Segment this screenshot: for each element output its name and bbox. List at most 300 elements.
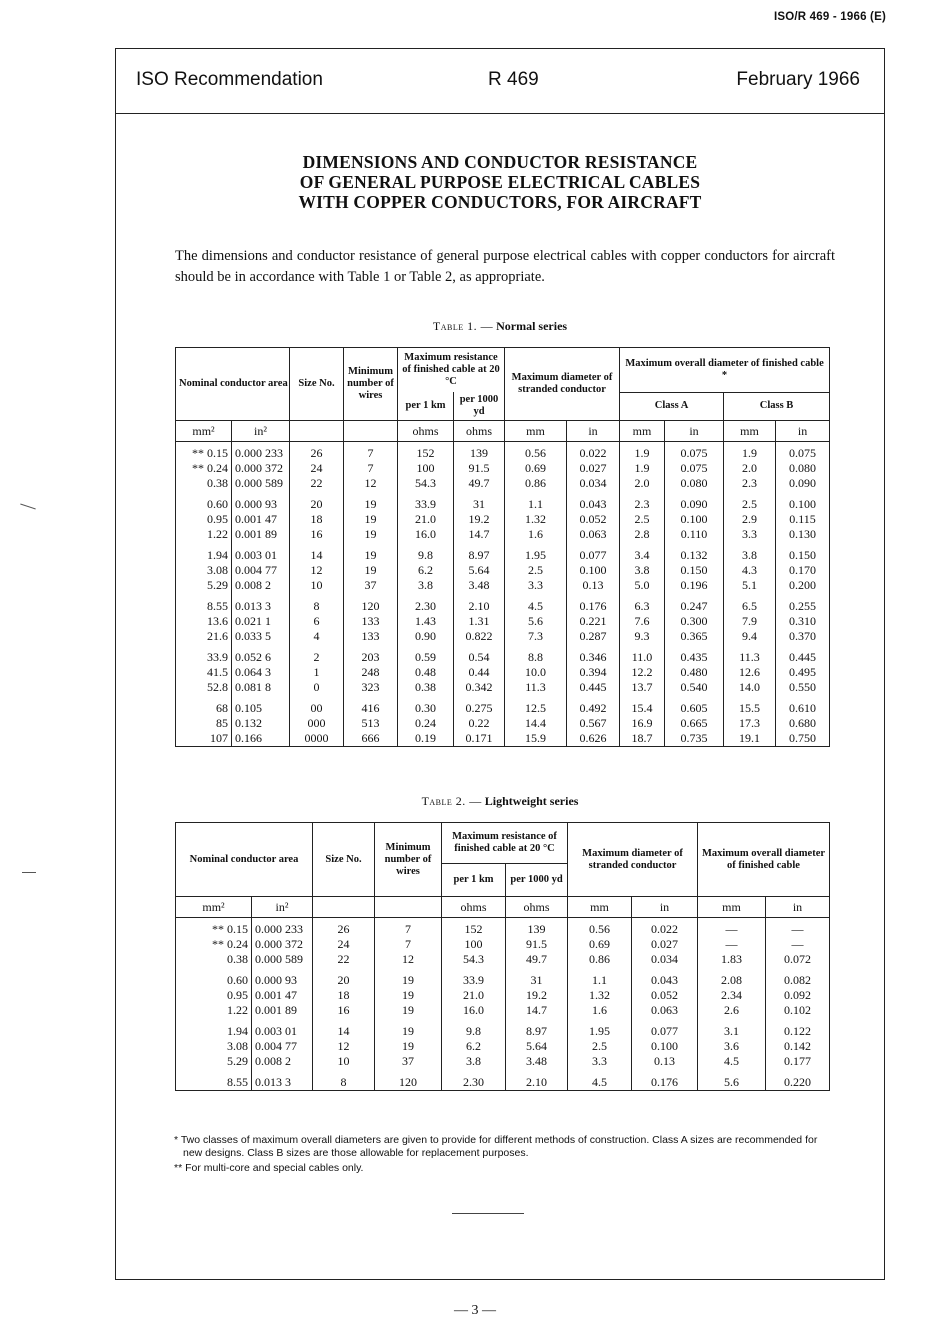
t1-cell: 0.365	[665, 629, 724, 644]
t2-cell: 0.95	[227, 988, 248, 1002]
t1-cell: 0.346	[567, 644, 620, 665]
t2-h-nominal: Nominal conductor area	[189, 853, 299, 865]
t1-cell: 19.2	[454, 512, 505, 527]
t1-cell: 0.176	[567, 593, 620, 614]
t1-cell: 0.255	[776, 593, 830, 614]
t1-cell: 8.55	[207, 599, 228, 613]
t2-cell: 0.000 589	[252, 952, 313, 967]
t2-cell: 7	[375, 918, 442, 938]
t1-cell: 0.132	[665, 542, 724, 563]
t1-row	[176, 716, 830, 731]
t1-cell: 91.5	[454, 461, 505, 476]
t1-cell: 0.196	[665, 578, 724, 593]
t1-cell: 0.492	[567, 695, 620, 716]
t1-cell: 0.105	[232, 695, 290, 716]
t1-cell: 0.287	[567, 629, 620, 644]
t2-cell: —	[698, 937, 766, 952]
t2-cell: 24	[313, 937, 375, 952]
t1-cell: 1.1	[505, 491, 567, 512]
t1-cell: 0.075	[776, 442, 830, 462]
t1-cell: 0.003 01	[232, 542, 290, 563]
t1-cell: 12.6	[724, 665, 776, 680]
t2-cell: 8.97	[506, 1018, 568, 1039]
t2-cell: 0.052	[632, 988, 698, 1003]
t1-cell: 49.7	[454, 476, 505, 491]
t2-cell: 1.6	[568, 1003, 632, 1018]
t2-cell: 5.6	[698, 1069, 766, 1091]
t2-cell: 19	[375, 1018, 442, 1039]
t1-cell: 0.132	[232, 716, 290, 731]
t2-cell: 0.043	[632, 967, 698, 988]
title-line: OF GENERAL PURPOSE ELECTRICAL CABLES	[299, 172, 701, 192]
table2-caption-title: Lightweight series	[484, 794, 579, 808]
t1-cell: 416	[344, 695, 398, 716]
t1-cell: 11.3	[505, 680, 567, 695]
t2-unit: ohms	[442, 897, 506, 918]
t1-cell: 33.9	[207, 650, 228, 664]
t2-unit-empty	[313, 897, 375, 918]
t2-cell: 4.5	[698, 1054, 766, 1069]
table1-caption-title: Normal series	[496, 319, 568, 333]
t1-cell: 5.6	[505, 614, 567, 629]
t2-cell: 100	[442, 937, 506, 952]
t2-row	[176, 1054, 830, 1069]
t1-cell: 248	[344, 665, 398, 680]
t1-cell: 19	[344, 542, 398, 563]
t2-cell: —	[766, 937, 830, 952]
t2-cell: 54.3	[442, 952, 506, 967]
t2-cell: 3.48	[506, 1054, 568, 1069]
t1-cell: 14	[290, 542, 344, 563]
t1-cell: 26	[290, 442, 344, 462]
t2-cell: 14.7	[506, 1003, 568, 1018]
t2-h-resistance: Maximum resistance of finished cable at 20 °C	[442, 823, 568, 864]
t1-cell: 0.000 589	[232, 476, 290, 491]
t2-cell: 20	[313, 967, 375, 988]
t2-cell: 0.56	[568, 918, 632, 938]
t1-cell: 0.008 2	[232, 578, 290, 593]
t2-row	[176, 1003, 830, 1018]
t1-cell: 0.22	[454, 716, 505, 731]
t1-cell: 0.310	[776, 614, 830, 629]
t2-cell: 139	[506, 918, 568, 938]
t1-cell: 0.052 6	[232, 644, 290, 665]
footnote: ** For multi-core and special cables only.	[174, 1162, 364, 1174]
intro-paragraph: The dimensions and conductor resistance of general purpose electrical cables with copper conductors for aircraft should be in accordance with Table 1 or Table 2, as appropriate.	[175, 248, 835, 285]
t1-cell: 0.001 89	[232, 527, 290, 542]
table2-body	[176, 918, 830, 1091]
t2-row	[176, 1039, 830, 1054]
table2-caption	[116, 794, 884, 809]
t1-cell: 0.110	[665, 527, 724, 542]
t1-cell: 0.221	[567, 614, 620, 629]
t1-cell: 0.033 5	[232, 629, 290, 644]
t1-cell: 0.540	[665, 680, 724, 695]
t2-unit: in	[632, 897, 698, 918]
t1-cell: 2.0	[724, 461, 776, 476]
t1-cell: 9.8	[398, 542, 454, 563]
t1-cell: 4.3	[724, 563, 776, 578]
t1-cell: 16.0	[398, 527, 454, 542]
t1-cell: 0.063	[567, 527, 620, 542]
t1-cell: 5.64	[454, 563, 505, 578]
t1-cell: 1.9	[620, 442, 665, 462]
t1-cell: 13.6	[207, 614, 228, 628]
t1-cell: 0.027	[567, 461, 620, 476]
t1-unit: mm	[620, 421, 665, 442]
t1-cell: 0.445	[776, 644, 830, 665]
t2-cell: 4.5	[568, 1069, 632, 1091]
t1-cell: 203	[344, 644, 398, 665]
scan-mark	[20, 504, 36, 510]
t1-cell: 1	[290, 665, 344, 680]
t1-cell: 7	[344, 461, 398, 476]
t1-cell: 3.8	[724, 542, 776, 563]
t1-cell: 0.013 3	[232, 593, 290, 614]
t1-cell: 1.9	[620, 461, 665, 476]
t1-cell: 3.4	[620, 542, 665, 563]
t1-cell: 0.30	[398, 695, 454, 716]
t1-row	[176, 614, 830, 629]
t1-cell: 0.115	[776, 512, 830, 527]
t1-cell: 3.3	[505, 578, 567, 593]
t2-cell: 14	[313, 1018, 375, 1039]
t1-cell: 2.8	[620, 527, 665, 542]
scan-mark	[22, 872, 36, 873]
t1-cell: 0.004 77	[232, 563, 290, 578]
t1-cell: 0.075	[665, 442, 724, 462]
t1-row	[176, 629, 830, 644]
t1-h-overall: Maximum overall diameter of finished cable *	[620, 348, 830, 393]
t1-cell: 3.3	[724, 527, 776, 542]
t1-cell: 12	[290, 563, 344, 578]
t2-cell: 0.13	[632, 1054, 698, 1069]
t1-row	[176, 563, 830, 578]
t2-cell: 0.000 372	[252, 937, 313, 952]
t1-row	[176, 442, 830, 462]
t1-cell: 19	[344, 527, 398, 542]
t1-cell: 0.54	[454, 644, 505, 665]
t1-cell: 5.0	[620, 578, 665, 593]
t1-row	[176, 542, 830, 563]
t2-cell: 5.64	[506, 1039, 568, 1054]
t2-cell: 21.0	[442, 988, 506, 1003]
t1-row	[176, 527, 830, 542]
t1-cell: 2.5	[620, 512, 665, 527]
t1-row	[176, 665, 830, 680]
t2-row	[176, 918, 830, 938]
t1-cell: 33.9	[398, 491, 454, 512]
t1-cell: 0000	[290, 731, 344, 747]
t1-cell: 0.081 8	[232, 680, 290, 695]
t1-cell: ** 0.15	[192, 446, 228, 460]
t1-cell: 0.034	[567, 476, 620, 491]
t1-cell: 19	[344, 512, 398, 527]
t1-cell: 3.48	[454, 578, 505, 593]
t2-cell: 2.30	[442, 1069, 506, 1091]
t1-cell: 0.090	[776, 476, 830, 491]
t1-h-classa: Class A	[620, 392, 724, 421]
t1-cell: 2.0	[620, 476, 665, 491]
t1-cell: 0.052	[567, 512, 620, 527]
t2-cell: 1.94	[227, 1024, 248, 1038]
t2-h-size: Size No.	[313, 823, 375, 897]
t1-cell: 6.3	[620, 593, 665, 614]
t2-cell: 12	[375, 952, 442, 967]
footnotes	[174, 1134, 834, 1177]
t2-cell: —	[766, 918, 830, 938]
t2-cell: 0.38	[227, 952, 248, 966]
t1-cell: 0.342	[454, 680, 505, 695]
t1-cell: 0.300	[665, 614, 724, 629]
t2-row	[176, 937, 830, 952]
t1-cell: 0.48	[398, 665, 454, 680]
t2-cell: 0.001 89	[252, 1003, 313, 1018]
t2-cell: 0.072	[766, 952, 830, 967]
t2-cell: 19.2	[506, 988, 568, 1003]
t1-cell: 7.9	[724, 614, 776, 629]
t2-cell: 2.08	[698, 967, 766, 988]
t2-cell: 120	[375, 1069, 442, 1091]
t1-cell: 21.6	[207, 629, 228, 643]
t1-cell: 0.080	[665, 476, 724, 491]
t1-cell: 2.5	[724, 491, 776, 512]
t1-cell: 1.43	[398, 614, 454, 629]
t2-cell: 1.83	[698, 952, 766, 967]
t1-row	[176, 578, 830, 593]
t2-cell: 9.8	[442, 1018, 506, 1039]
t2-cell: 0.027	[632, 937, 698, 952]
t1-cell: 0.44	[454, 665, 505, 680]
t1-cell: 19	[344, 563, 398, 578]
page-frame	[115, 48, 885, 1280]
t2-unit: in²	[252, 897, 313, 918]
t2-row	[176, 1018, 830, 1039]
t2-row	[176, 1069, 830, 1091]
t1-cell: 24	[290, 461, 344, 476]
t1-cell: 4	[290, 629, 344, 644]
t1-cell: 0.150	[665, 563, 724, 578]
t1-h-strand: Maximum diameter of stranded conductor	[505, 348, 620, 421]
t1-cell: 2.3	[620, 491, 665, 512]
t2-cell: 31	[506, 967, 568, 988]
t1-row	[176, 461, 830, 476]
t2-cell: 33.9	[442, 967, 506, 988]
t1-cell: 0.001 47	[232, 512, 290, 527]
t1-cell: 11.3	[724, 644, 776, 665]
t1-cell: 19	[344, 491, 398, 512]
t1-unit-empty	[290, 421, 344, 442]
table1-body	[176, 442, 830, 747]
t1-row	[176, 644, 830, 665]
t1-cell: 107	[210, 731, 228, 745]
t1-h-peryd: per 1000 yd	[454, 392, 505, 421]
t2-unit: mm²	[176, 897, 252, 918]
t1-cell: 0.090	[665, 491, 724, 512]
t1-cell: 1.6	[505, 527, 567, 542]
t1-cell: 0.080	[776, 461, 830, 476]
t1-cell: 19.1	[724, 731, 776, 747]
t2-cell: 0.000 93	[252, 967, 313, 988]
t2-cell: 152	[442, 918, 506, 938]
header-org: ISO Recommendation	[136, 69, 323, 90]
t1-cell: 0.064 3	[232, 665, 290, 680]
t1-cell: 133	[344, 614, 398, 629]
t2-cell: 37	[375, 1054, 442, 1069]
t1-cell: 0.495	[776, 665, 830, 680]
t1-cell: 1.22	[207, 527, 228, 541]
t2-cell: 3.1	[698, 1018, 766, 1039]
t1-cell: 0.13	[567, 578, 620, 593]
t1-cell: 0.38	[398, 680, 454, 695]
t2-cell: 0.003 01	[252, 1018, 313, 1039]
t1-cell: 1.32	[505, 512, 567, 527]
t1-cell: 22	[290, 476, 344, 491]
t1-unit: mm	[505, 421, 567, 442]
t2-unit: mm	[698, 897, 766, 918]
t1-h-perkm: per 1 km	[398, 392, 454, 421]
t1-cell: 2.3	[724, 476, 776, 491]
t2-cell: 12	[313, 1039, 375, 1054]
t1-cell: 6.2	[398, 563, 454, 578]
t2-h-peryd: per 1000 yd	[506, 864, 568, 897]
t1-unit: in²	[232, 421, 290, 442]
t1-cell: 2.30	[398, 593, 454, 614]
end-rule	[452, 1213, 524, 1214]
t2-unit: in	[766, 897, 830, 918]
t1-cell: 0.100	[567, 563, 620, 578]
t2-cell: 16	[313, 1003, 375, 1018]
t2-cell: 0.102	[766, 1003, 830, 1018]
t1-cell: 0.59	[398, 644, 454, 665]
t2-cell: 0.077	[632, 1018, 698, 1039]
t1-unit-empty	[344, 421, 398, 442]
t1-cell: 0.000 93	[232, 491, 290, 512]
t2-cell: 2.34	[698, 988, 766, 1003]
t2-cell: 0.013 3	[252, 1069, 313, 1091]
t1-cell: 0.60	[207, 497, 228, 511]
t2-cell: 10	[313, 1054, 375, 1069]
t1-row	[176, 680, 830, 695]
t2-cell: 7	[375, 937, 442, 952]
t1-cell: 0.735	[665, 731, 724, 747]
t1-unit: mm	[724, 421, 776, 442]
t1-cell: 0.665	[665, 716, 724, 731]
t1-cell: 0.56	[505, 442, 567, 462]
t1-cell: 7	[344, 442, 398, 462]
t1-cell: 0.626	[567, 731, 620, 747]
table2-caption-label: Table 2. —	[421, 794, 482, 808]
t2-unit: ohms	[506, 897, 568, 918]
t1-cell: 1.94	[207, 548, 228, 562]
t1-cell: 0.445	[567, 680, 620, 695]
t2-cell: 0.69	[568, 937, 632, 952]
t1-cell: 54.3	[398, 476, 454, 491]
t1-cell: 8	[290, 593, 344, 614]
t1-unit: in	[567, 421, 620, 442]
title-line: DIMENSIONS AND CONDUCTOR RESISTANCE	[302, 152, 698, 172]
table1	[175, 347, 830, 747]
t1-cell: 8.97	[454, 542, 505, 563]
t1-cell: 00	[290, 695, 344, 716]
t2-h-perkm: per 1 km	[442, 864, 506, 897]
t2-row	[176, 952, 830, 967]
t1-unit: ohms	[398, 421, 454, 442]
t1-cell: 0.610	[776, 695, 830, 716]
t1-cell: 12	[344, 476, 398, 491]
t1-cell: 31	[454, 491, 505, 512]
t1-cell: 11.0	[620, 644, 665, 665]
t1-cell: 68	[216, 701, 228, 715]
t2-row	[176, 967, 830, 988]
page-number: — 3 —	[454, 1303, 496, 1318]
t1-cell: 15.5	[724, 695, 776, 716]
t2-cell: 0.60	[227, 973, 248, 987]
t2-cell: 16.0	[442, 1003, 506, 1018]
t1-cell: 4.5	[505, 593, 567, 614]
t1-cell: 0	[290, 680, 344, 695]
t1-cell: 3.8	[620, 563, 665, 578]
t1-cell: 0.19	[398, 731, 454, 747]
t2-cell: 91.5	[506, 937, 568, 952]
t2-cell: 0.000 233	[252, 918, 313, 938]
t2-cell: 0.177	[766, 1054, 830, 1069]
t1-cell: 0.171	[454, 731, 505, 747]
t2-cell: 1.95	[568, 1018, 632, 1039]
t2-cell: 0.082	[766, 967, 830, 988]
t1-cell: 2.5	[505, 563, 567, 578]
t1-cell: 0.275	[454, 695, 505, 716]
t2-cell: 3.6	[698, 1039, 766, 1054]
t2-cell: 6.2	[442, 1039, 506, 1054]
t1-cell: 0.166	[232, 731, 290, 747]
t1-cell: 6	[290, 614, 344, 629]
t1-cell: 152	[398, 442, 454, 462]
t1-cell: 139	[454, 442, 505, 462]
t1-cell: 7.6	[620, 614, 665, 629]
t1-cell: 0.24	[398, 716, 454, 731]
t2-cell: 2.6	[698, 1003, 766, 1018]
t1-cell: 18	[290, 512, 344, 527]
t1-cell: 6.5	[724, 593, 776, 614]
t1-row	[176, 593, 830, 614]
t2-cell: 18	[313, 988, 375, 1003]
t2-cell: 0.008 2	[252, 1054, 313, 1069]
t1-cell: 20	[290, 491, 344, 512]
t2-cell: 1.22	[227, 1003, 248, 1017]
t1-cell: 0.370	[776, 629, 830, 644]
t2-cell: 0.022	[632, 918, 698, 938]
t2-cell: 0.004 77	[252, 1039, 313, 1054]
t2-cell: 0.122	[766, 1018, 830, 1039]
t1-cell: 1.95	[505, 542, 567, 563]
header-date: February 1966	[736, 69, 860, 90]
t2-cell: 1.1	[568, 967, 632, 988]
t2-cell: 0.063	[632, 1003, 698, 1018]
t2-cell: 19	[375, 988, 442, 1003]
t1-cell: 1.9	[724, 442, 776, 462]
title-line: WITH COPPER CONDUCTORS, FOR AIRCRAFT	[298, 192, 702, 212]
t1-cell: 0.000 233	[232, 442, 290, 462]
t2-cell: 19	[375, 1003, 442, 1018]
table1-caption-label: Table 1. —	[432, 319, 494, 333]
t2-cell: 8	[313, 1069, 375, 1091]
t2-h-minwires: Minimum number of wires	[375, 823, 442, 897]
t1-cell: 10.0	[505, 665, 567, 680]
t1-cell: 2.9	[724, 512, 776, 527]
t1-cell: 0.69	[505, 461, 567, 476]
t1-cell: 0.150	[776, 542, 830, 563]
